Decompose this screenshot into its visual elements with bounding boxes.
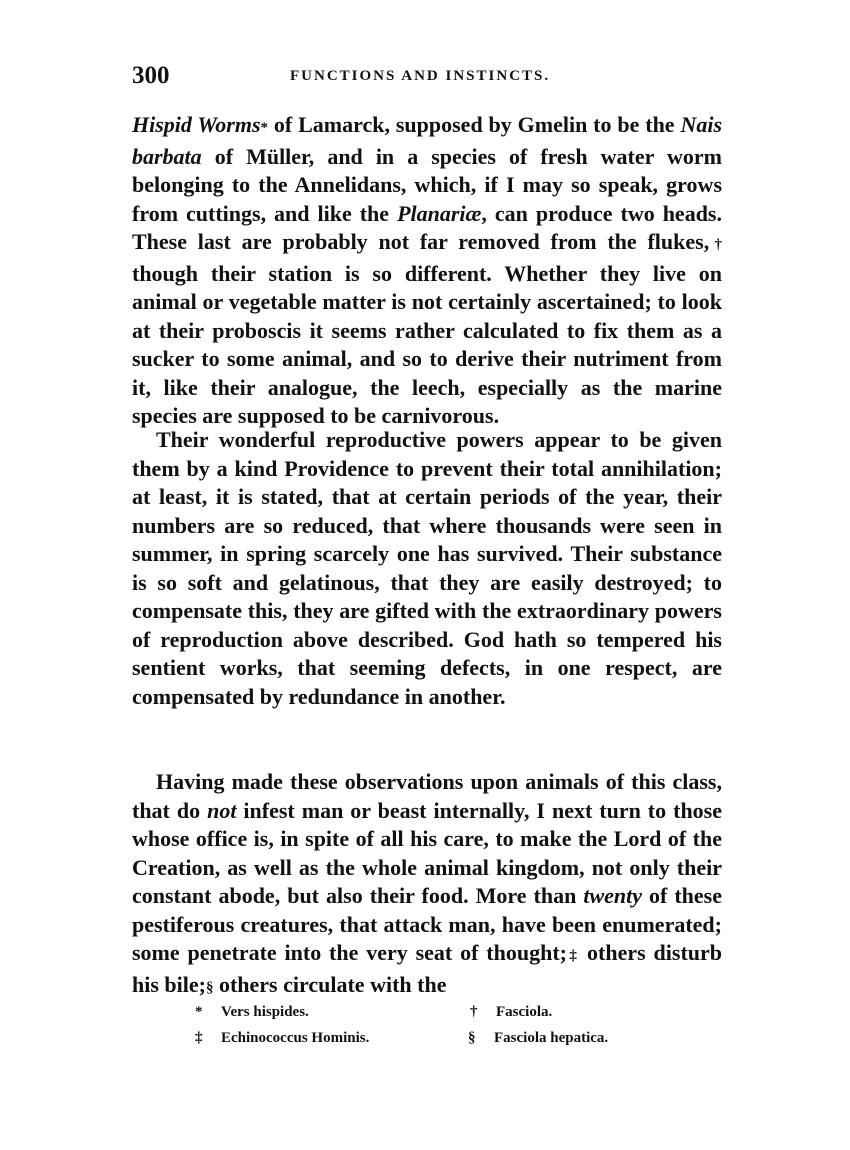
paragraph-text: infest man or beast internally, I next turn to those whose office is, in spite of all his care, to make the Lord of the Creation, as well as the whole animal kingdom, not only their constant abode, but also their food. More than [132,797,722,908]
italic-word-twenty: twenty [583,883,642,908]
footnote-text: Fasciola hepatica. [494,1030,609,1046]
page-header [132,62,722,92]
paragraph-text: of Lamarck, supposed by Gmelin to be the [268,112,681,137]
paragraph-text: of Müller, and in a species of fresh water worm belonging to the Annelidans, which, if I may so speak, grows from cuttings, and like the [132,143,722,226]
italic-term-hispid-worms: Hispid Worms [132,112,261,137]
footnote-text: Vers hispides. [221,1004,309,1020]
footnote-text: Fasciola. [496,1004,553,1020]
running-head: FUNCTIONS AND INSTINCTS. [290,68,551,84]
footnote-vers-hispides [195,1004,309,1021]
paragraph-text: though their station is so different. Whether they live on animal or vegetable matter is not certainly ascertained; to look at their proboscis it seems rather calculated to fix them as a sucker to some animal, and so to derive their nutriment from it, like their analogue, the leech, especially as the marine species are supposed to be carnivorous. [132,260,722,428]
footnote-fasciola-hepatica [468,1030,608,1047]
footnote-ref-asterisk: * [260,120,269,136]
footnote-symbol: † [470,1004,478,1020]
paragraph-1 [132,111,722,431]
footnote-symbol: * [195,1004,203,1020]
paragraph-text: Having made these observations upon animals of this class, that do [132,769,722,823]
footnote-symbol: § [468,1030,476,1046]
page-number: 300 [132,62,170,89]
footnote-fasciola [470,1004,552,1021]
paragraph-text: others circulate with the [213,971,447,997]
paragraph-3 [132,768,722,1002]
footnote-ref-section: § [205,979,214,996]
paragraph-text: of these pestiferous creatures, that attack man, have been enumerated; some penetrate into the very seat of thought; [132,883,723,965]
footnote-text: Echinococcus Hominis. [221,1030,370,1046]
paragraph-text: , can produce two heads. These last are probably not far removed from the flukes, [132,200,722,254]
footnote-echinococcus [195,1030,369,1047]
paragraph-2: Their wonderful reproductive powers appear to be given them by a kind Providence to prevent their total annihilation; at least, it is stated, that at certain periods of the year, their numbers are so reduced, that where thousands were seen in summer, in spring scarcely one has survived. Their substance is so soft and gelatinous, that they are easily destroyed; to compensate this, they are gifted with the extraordinary powers of reproduction above described. God hath so tempered his sentient works, that seeming defects, in one respect, are compensated by redundance in another. [132,427,722,709]
italic-term-nais-barbata: Nais barbata [132,112,723,169]
footnote-ref-double-dagger: ‡ [566,948,580,964]
footnote-ref-dagger: † [709,237,722,253]
italic-word-not: not [207,797,237,823]
footnote-symbol: ‡ [195,1030,203,1046]
italic-term-planariae: Planariæ [397,200,482,226]
paragraph-text: others disturb his bile; [132,940,723,997]
